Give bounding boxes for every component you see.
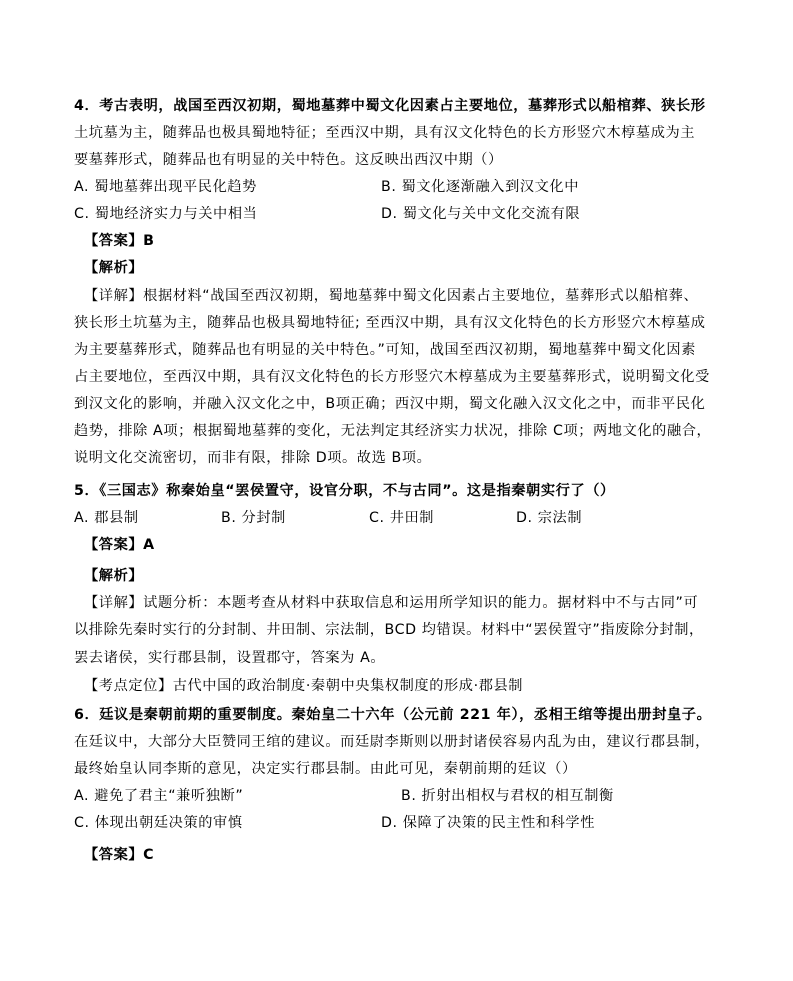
q6-stem-line-3: 最终始皇认同李斯的意见，决定实行郡县制。由此可见，秦朝前期的廷议（）	[74, 761, 577, 777]
q4-stem-line-1: 4．考古表明，战国至西汉初期，蜀地墓葬中蜀文化因素占主要地位，墓葬形式以船棺葬、狭长形	[74, 98, 706, 114]
q6-stem-line-1: 6．廷议是秦朝前期的重要制度。秦始皇二十六年（公元前 221 年），丞相王绾等提出册封皇子。	[74, 707, 712, 723]
q5-option-c: C. 井田制	[369, 510, 435, 526]
q5-detail-line-1: 【详解】试题分析：本题考查从材料中获取信息和运用所学知识的能力。据材料中不与古同”可	[84, 595, 699, 611]
q6-stem-line-2: 在廷议中，大部分大臣赞同王绾的建议。而廷尉李斯则以册封诸侯容易内乱为由，建议行郡县制，	[74, 734, 710, 750]
q4-detail-line-4: 占主要地位，至西汉中期，具有汉文化特色的长方形竖穴木椁墓成为主要墓葬形式，说明蜀文化受	[74, 369, 710, 385]
q6-option-a: A. 避免了君主“兼听独断”	[74, 788, 244, 804]
q5-option-a: A. 郡县制	[74, 510, 139, 526]
q4-detail-line-7: 说明文化交流密切，而非有限，排除 D项。故选 B项。	[74, 450, 432, 466]
q4-option-a: A. 蜀地墓葬出现平民化趋势	[74, 179, 257, 195]
q5-analysis-label: 【解析】	[84, 568, 144, 584]
q4-detail-line-1: 【详解】根据材料“战国至西汉初期，蜀地墓葬中蜀文化因素占主要地位，墓葬形式以船棺葬、	[84, 288, 699, 304]
q5-stem: 5．《三国志》称秦始皇“罢侯置守，设官分职，不与古同”。这是指秦朝实行了（）	[74, 483, 615, 499]
q5-answer: 【答案】A	[84, 537, 155, 553]
q6-answer: 【答案】C	[84, 847, 155, 863]
q5-detail-line-2: 以排除先秦时实行的分封制、井田制、宗法制，BCD 均错误。材料中“罢侯置守”指废除分封制，	[74, 622, 704, 638]
q4-stem-line-2: 土坑墓为主，随葬品也极具蜀地特征；至西汉中期，具有汉文化特色的长方形竖穴木椁墓成为主	[74, 125, 696, 141]
q4-answer: 【答案】B	[84, 233, 155, 249]
q4-detail-line-6: 趋势，排除 A项；根据蜀地墓葬的变化，无法判定其经济实力状况，排除 C项；两地文化的融合，	[74, 423, 712, 439]
q4-detail-line-2: 狭长形土坑墓为主，随葬品也极具蜀地特征; 至西汉中期，具有汉文化特色的长方形竖穴木椁墓成	[74, 315, 706, 331]
q4-analysis-label: 【解析】	[84, 260, 144, 276]
q4-detail-line-3: 为主要墓葬形式，随葬品也有明显的关中特色。”可知，战国至西汉初期，蜀地墓葬中蜀文化因素	[74, 342, 696, 358]
q4-option-d: D. 蜀文化与关中文化交流有限	[381, 206, 581, 222]
q5-point: 【考点定位】古代中国的政治制度·秦朝中央集权制度的形成·郡县制	[84, 678, 524, 694]
q4-option-c: C. 蜀地经济实力与关中相当	[74, 206, 258, 222]
q6-option-b: B. 折射出相权与君权的相互制衡	[401, 788, 614, 804]
q5-detail-line-3: 罢去诸侯，实行郡县制，设置郡守，答案为 A。	[74, 650, 386, 666]
q6-option-d: D. 保障了决策的民主性和科学性	[381, 815, 595, 831]
q5-option-b: B. 分封制	[221, 510, 286, 526]
q5-option-d: D. 宗法制	[516, 510, 583, 526]
q4-option-b: B. 蜀文化逐渐融入到汉文化中	[381, 179, 580, 195]
q4-stem-line-3: 要墓葬形式，随葬品也有明显的关中特色。这反映出西汉中期（）	[74, 152, 503, 168]
q4-detail-line-5: 到汉文化的影响，并融入汉文化之中，B项正确；西汉中期，蜀文化融入汉文化之中，而非平民化	[74, 396, 706, 412]
q6-option-c: C. 体现出朝廷决策的审慎	[74, 815, 243, 831]
